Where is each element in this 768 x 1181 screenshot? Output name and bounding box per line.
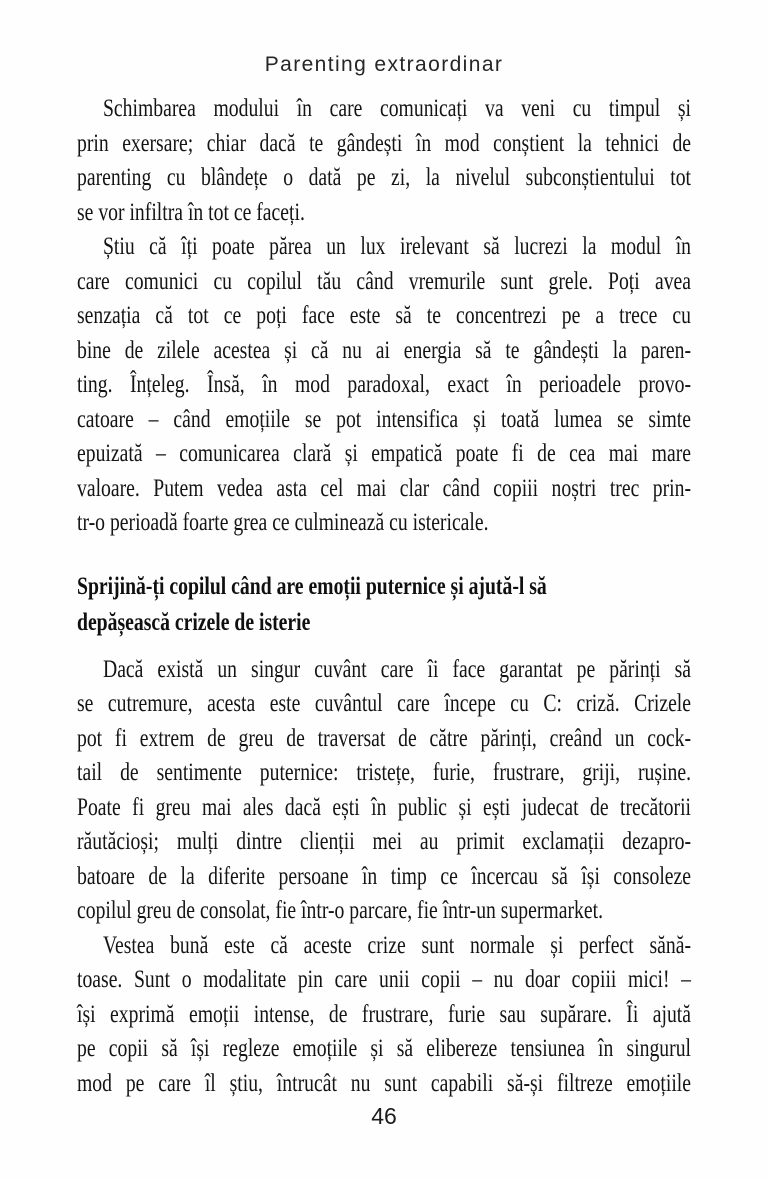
text-line: Vestea bună este că aceste crize sunt normale și perfect sănă- — [102, 931, 692, 959]
text-line: tail de sentimente puternice: tristețe, furie, frustrare, griji, rușine. — [77, 759, 692, 786]
paragraph — [77, 230, 691, 541]
text-line: bine de zilele acestea și că nu ai energia să te gândești la paren- — [77, 336, 692, 364]
section-heading-line: depășească crizele de isterie — [77, 608, 311, 636]
text-line: se cutremure, acesta este cuvântul care începe cu C: criză. Crizele — [77, 690, 692, 717]
text-line: toase. Sunt o modalitate pin care unii copii – nu doar copiii mici! – — [77, 966, 692, 993]
running-head: Parenting extraordinar — [264, 53, 504, 76]
text-line: Schimbarea modului în care comunicați va veni cu timpul și — [102, 95, 692, 122]
paragraph — [77, 92, 691, 230]
text-line: Dacă există un singur cuvânt care îi face garantat pe părinți să — [102, 655, 692, 683]
text-line: Știu că îți poate părea un lux irelevant să lucrezi la modul în — [102, 233, 692, 260]
text-line: ting. Înțeleg. Însă, în mod paradoxal, exact în perioadele provo- — [77, 371, 692, 398]
text-line: se vor infiltra în tot ce faceți. — [77, 198, 305, 226]
page-number: 46 — [371, 1103, 397, 1129]
text-line: pe copii să își regleze emoțiile și să elibereze tensiunea în singurul — [77, 1035, 692, 1062]
text-line: parenting cu blândețe o dată pe zi, la nivelul subconștientului tot — [77, 164, 692, 191]
paragraph — [77, 653, 691, 929]
paragraph — [77, 929, 691, 1102]
text-line: senzația că tot ce poți face este să te concentrezi pe a trece cu — [77, 302, 692, 329]
text-line: prin exersare; chiar dacă te gândești în mod conștient la tehnici de — [77, 129, 692, 157]
text-line: pot fi extrem de greu de traversat de către părinți, creând un cock- — [77, 724, 692, 752]
text-line: își exprimă emoții intense, de frustrare, furie sau supărare. Îi ajută — [77, 1000, 692, 1028]
text-line: Poate fi greu mai ales dacă ești în public și ești judecat de trecătorii — [77, 793, 692, 821]
text-line: tr-o perioadă foarte grea ce culminează cu istericale. — [77, 509, 489, 536]
section-heading-line: Sprijină-ți copilul când are emoții puternice și ajută-l să — [77, 572, 547, 600]
text-line: epuizată – comunicarea clară și empatică poate fi de cea mai mare — [77, 440, 692, 467]
text-line: mod pe care îl știu, întrucât nu sunt capabili să-și filtreze emoțiile — [77, 1069, 692, 1097]
text-line: care comunici cu copilul tău când vremurile sunt grele. Poți avea — [77, 267, 692, 295]
text-line: valoare. Putem vedea asta cel mai clar când copiii noștri trec prin- — [77, 474, 692, 502]
section-heading — [77, 569, 691, 641]
text-line: batoare de la diferite persoane în timp ce încercau să își consoleze — [77, 862, 692, 890]
text-line: catoare – când emoțiile se pot intensifica și toată lumea se simte — [77, 405, 692, 433]
text-line: răutăcioși; mulți dintre clienții mei au primit exclamații dezapro- — [77, 828, 692, 855]
text-line: copilul greu de consolat, fie într-o parcare, fie într-un supermarket. — [77, 897, 603, 924]
page-text — [77, 92, 691, 1101]
